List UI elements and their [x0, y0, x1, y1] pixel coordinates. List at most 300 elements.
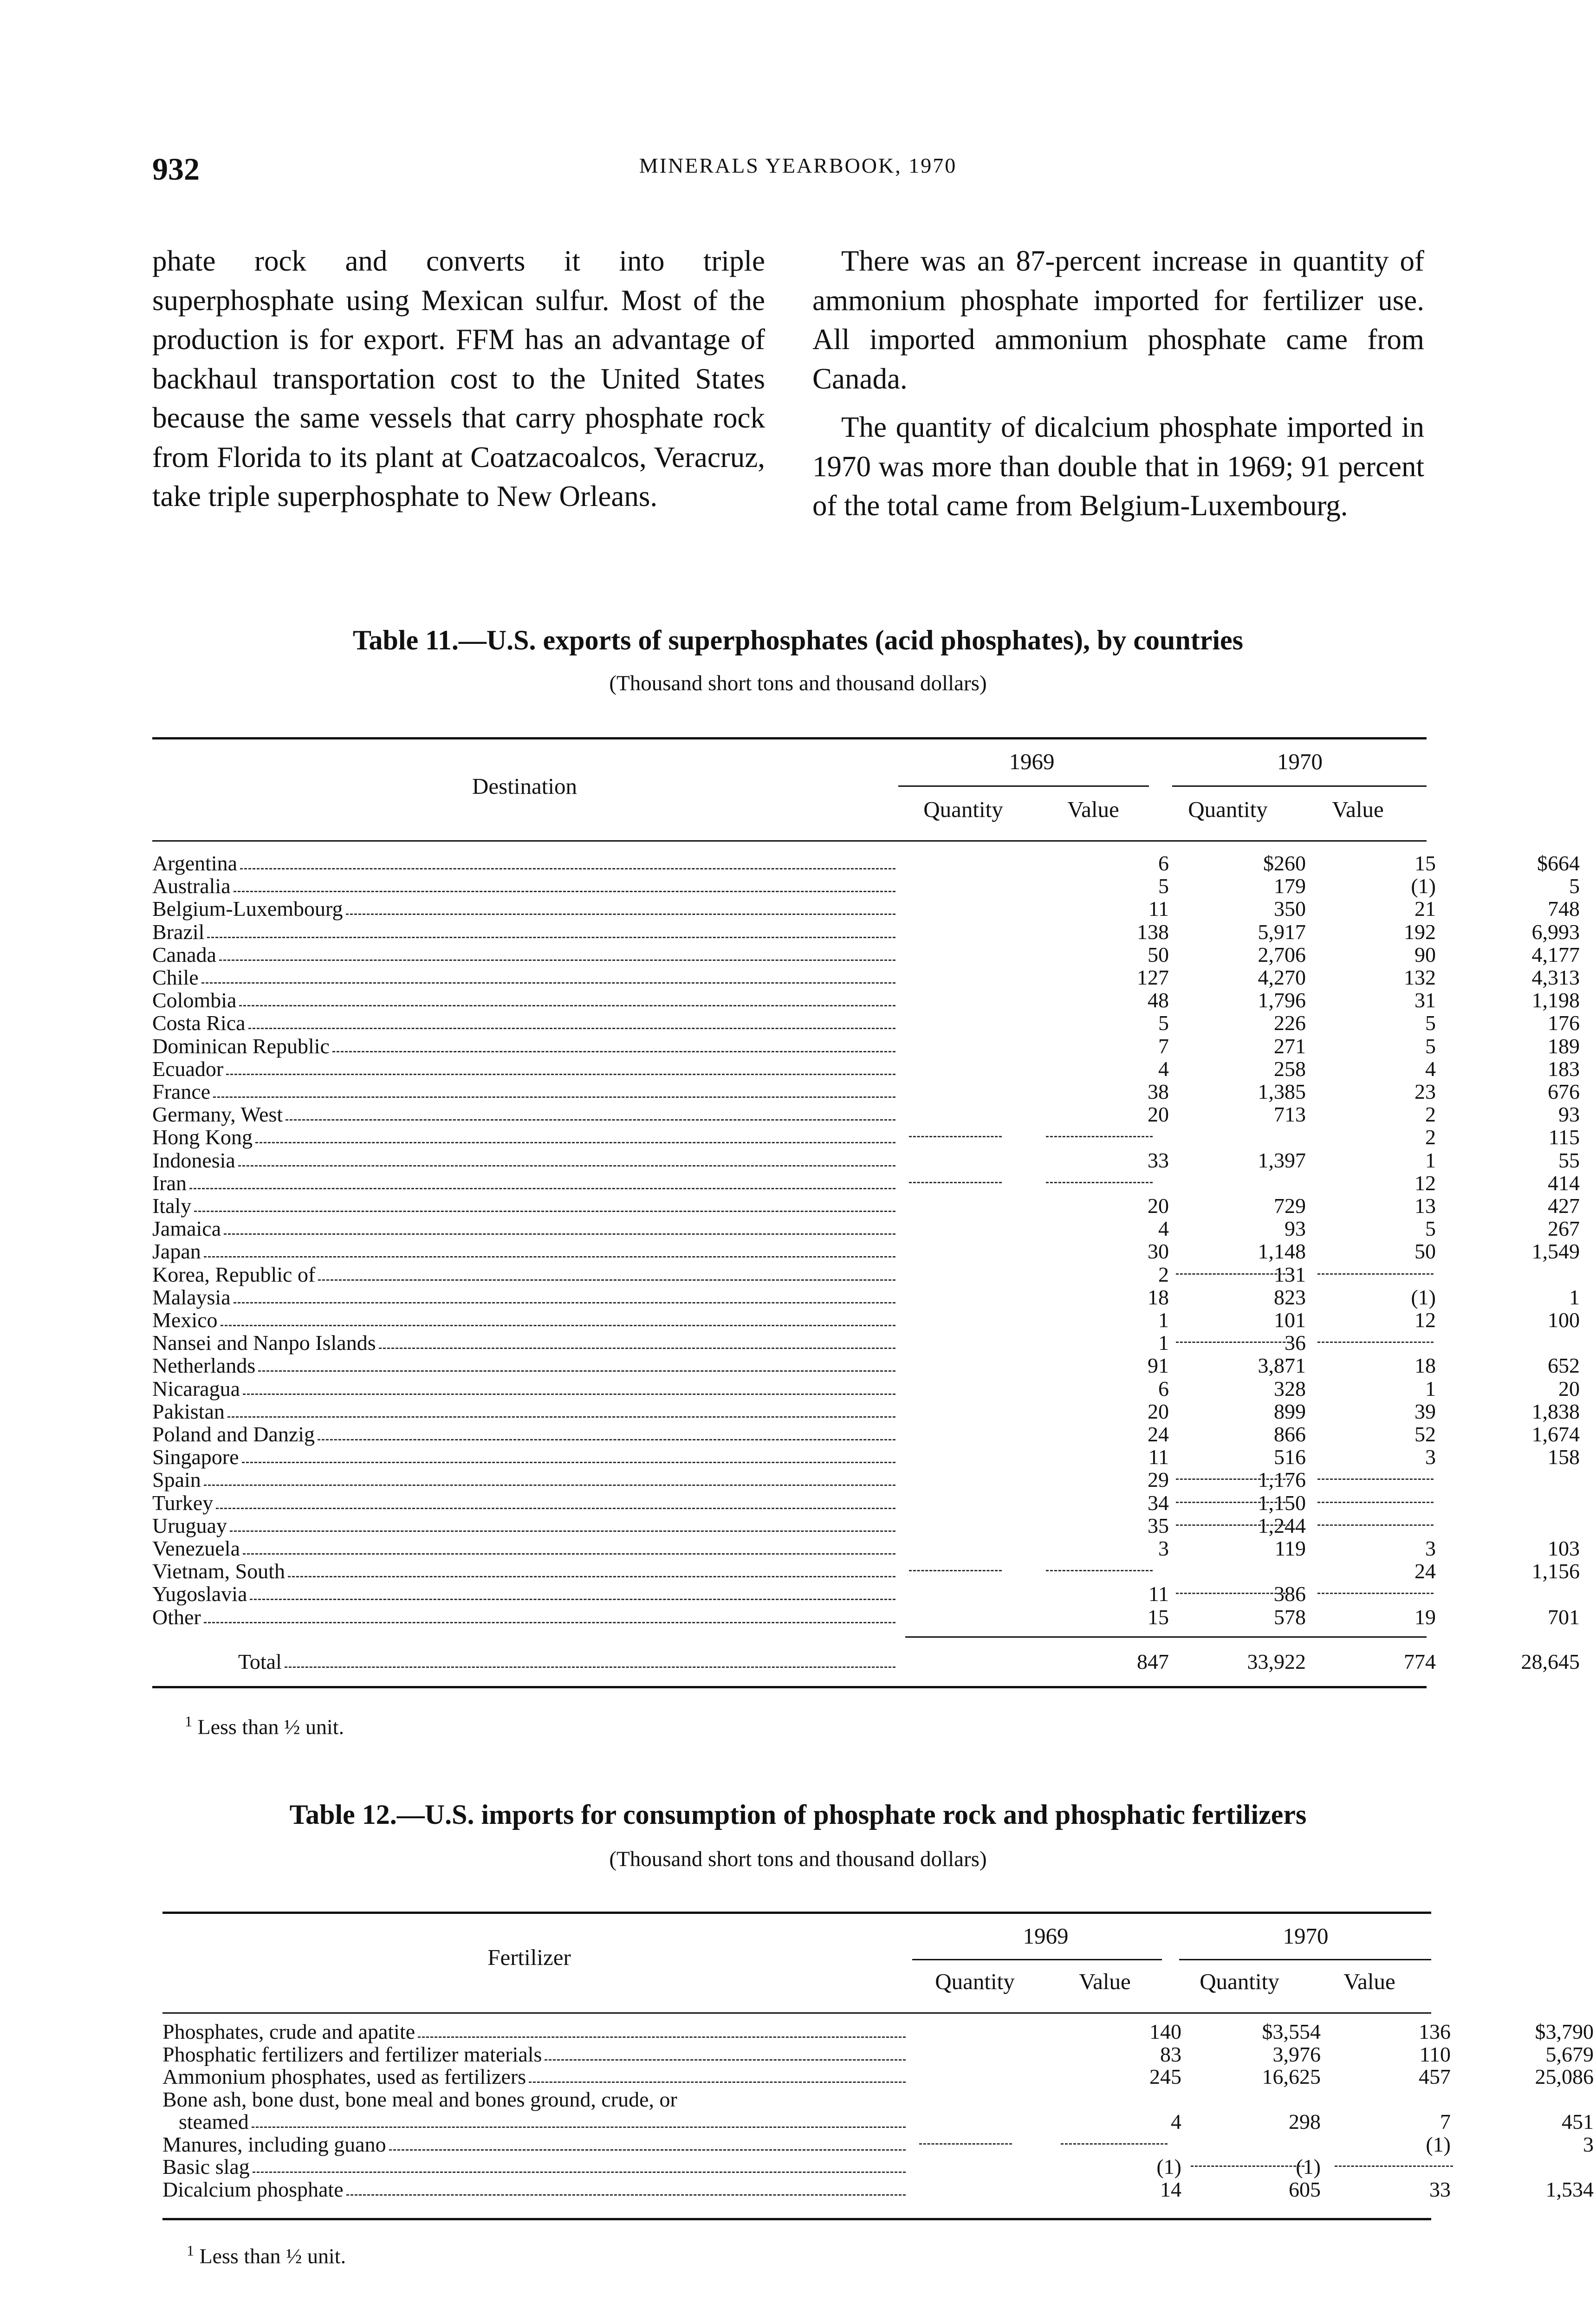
- table11-row: [152, 1422, 1580, 1446]
- table11-label: Italy: [152, 1194, 192, 1218]
- table11-row: [152, 920, 1580, 944]
- leader-dots: [201, 966, 895, 984]
- table12-row: [162, 2042, 1594, 2066]
- table11-q70: 12: [1414, 1308, 1436, 1332]
- table11-row: [152, 1445, 1580, 1469]
- table11-v70: 748: [1548, 897, 1580, 921]
- table11-label-cell: [152, 1217, 897, 1240]
- table11-q70: (1): [1411, 1285, 1436, 1309]
- table12-label: Ammonium phosphates, used as fertilizers: [162, 2065, 526, 2088]
- table12-v69-empty: [1061, 2143, 1168, 2145]
- table12-q70: 136: [1419, 2020, 1451, 2043]
- table12-label-cell: [162, 2178, 908, 2201]
- table11-row: [152, 1605, 1580, 1629]
- table11-qty69-header: Quantity: [923, 797, 1003, 822]
- table11-label-cell: [152, 1035, 897, 1058]
- running-title: MINERALS YEARBOOK, 1970: [639, 154, 957, 177]
- table12-label: Dicalcium phosphate: [162, 2178, 344, 2201]
- table11-row: [152, 1263, 1427, 1286]
- table11-label-cell: [152, 875, 897, 898]
- leader-dots: [318, 1423, 895, 1440]
- table12-v70: 25,086: [1535, 2065, 1594, 2088]
- leader-dots: [379, 1331, 895, 1349]
- table11-v69: 1,796: [1258, 988, 1306, 1012]
- table11-label: Pakistan: [152, 1400, 225, 1423]
- table12-v69: 298: [1289, 2110, 1321, 2133]
- table12-val70-header: Value: [1343, 1969, 1395, 1994]
- table12-v69: 3,976: [1272, 2042, 1321, 2066]
- table12-v69: 605: [1289, 2177, 1321, 2201]
- table11-v69: 1,148: [1258, 1239, 1306, 1264]
- table11-label: Turkey: [152, 1491, 214, 1515]
- table11-row: [152, 1582, 1427, 1606]
- table11-label-cell: [152, 1468, 897, 1491]
- table11-q70: 12: [1414, 1171, 1436, 1195]
- leader-dots: [204, 1240, 895, 1258]
- table11-label: Vietnam, South: [152, 1560, 285, 1583]
- table11-label-cell: [152, 1354, 897, 1377]
- table12-row: [162, 2110, 1594, 2133]
- table12-label-cell: [162, 2043, 908, 2066]
- table11-label-cell: [152, 1126, 897, 1149]
- table11-row: [152, 897, 1580, 921]
- table11-q70: 18: [1414, 1354, 1436, 1378]
- table11-v69: 823: [1274, 1285, 1306, 1309]
- table11-total-v69: 33,922: [1247, 1650, 1306, 1673]
- right-column: [812, 241, 1424, 525]
- table11-label: Ecuador: [152, 1057, 224, 1081]
- table11-label-cell: [152, 1103, 897, 1126]
- table11-label-cell: [152, 1286, 897, 1309]
- table11-label: Australia: [152, 875, 231, 898]
- table12-q69-empty: [919, 2143, 1012, 2145]
- table11-row: [152, 1239, 1580, 1264]
- table11-v69: 866: [1274, 1422, 1306, 1446]
- table11-q69: 11: [1148, 897, 1169, 921]
- table11-label-cell: [152, 1606, 897, 1629]
- table11-label-cell: [152, 1560, 897, 1583]
- table12-q70-empty: [1191, 2165, 1304, 2167]
- table12-year1: 1969: [1023, 1923, 1069, 1949]
- table12-fertilizer-header: Fertilizer: [487, 1945, 571, 1970]
- table11-q70: 5: [1425, 1034, 1436, 1058]
- table11-total-row: [152, 1650, 1580, 1673]
- leader-dots: [529, 2065, 906, 2083]
- table11-q70: 21: [1414, 897, 1436, 921]
- table12-bottom-rule: [162, 2218, 1431, 2220]
- table11-year1-rule: [898, 785, 1149, 787]
- table11-v69: 93: [1285, 1217, 1306, 1241]
- table11-label: Japan: [152, 1240, 201, 1264]
- table11-row: [152, 1125, 1580, 1149]
- table11-q69: 3: [1158, 1537, 1169, 1560]
- left-column: [152, 241, 765, 516]
- footnote-text: Less than ½ unit.: [197, 1715, 344, 1739]
- table11-label-cell: [152, 1377, 897, 1400]
- table11-v70: 6,993: [1531, 920, 1580, 944]
- table12-v69: (1): [1296, 2155, 1321, 2178]
- leader-dots: [545, 2043, 906, 2061]
- leader-dots: [189, 1172, 895, 1189]
- table11-label: Mexico: [152, 1309, 218, 1332]
- leader-dots: [240, 852, 895, 869]
- table12-top-rule: [162, 1912, 1431, 1914]
- table11-v70: 427: [1548, 1194, 1580, 1218]
- table11-row: [152, 1171, 1580, 1195]
- table11-q69: 20: [1148, 1399, 1169, 1423]
- table11-q70-empty: [1176, 1273, 1290, 1275]
- table12-q70: 110: [1419, 2042, 1451, 2066]
- table11-label: Netherlands: [152, 1354, 256, 1378]
- table11-v69: 258: [1274, 1057, 1306, 1081]
- table12-title: Table 12.—U.S. imports for consumption of phosphate rock and phosphatic fertilizers: [289, 1799, 1307, 1830]
- leader-dots: [234, 1286, 895, 1303]
- table11-q69: 6: [1158, 851, 1169, 875]
- leader-dots: [243, 1537, 895, 1555]
- table11-row: [152, 1102, 1580, 1127]
- table12-row: [162, 2177, 1594, 2201]
- table11-total-label-cell: [152, 1650, 897, 1673]
- table11-label-cell: [152, 1582, 897, 1606]
- leader-dots: [346, 897, 895, 915]
- table11-label: Jamaica: [152, 1217, 221, 1241]
- table11-v70: 701: [1548, 1605, 1580, 1629]
- table11-v70: 4,177: [1531, 942, 1580, 966]
- table11-label-cell: [152, 1537, 897, 1560]
- table11-subtitle: (Thousand short tons and thousand dollars): [609, 671, 987, 695]
- table11-year2-rule: [1172, 785, 1427, 787]
- leader-dots: [230, 1514, 895, 1532]
- table11-v70: 1,156: [1531, 1559, 1580, 1583]
- table12-q70: 33: [1429, 2177, 1451, 2201]
- table11-row: [152, 1354, 1580, 1378]
- table11-label-cell: [152, 1491, 897, 1515]
- table11-label: Chile: [152, 966, 199, 989]
- leader-dots: [332, 1035, 895, 1052]
- table11-v70: 5: [1569, 874, 1580, 898]
- table11-v70-empty: [1317, 1593, 1434, 1594]
- table11-label-cell: [152, 1057, 897, 1081]
- table11-v69: 516: [1274, 1445, 1306, 1469]
- table11-q70: 90: [1414, 942, 1436, 966]
- table11-row: [152, 1057, 1580, 1081]
- table11-label: Yugoslavia: [152, 1582, 247, 1606]
- table11-row: [152, 1399, 1580, 1423]
- table12-subtitle: (Thousand short tons and thousand dollars): [609, 1847, 987, 1871]
- table11-q70: 23: [1414, 1080, 1436, 1103]
- leader-dots: [285, 1650, 895, 1668]
- table11-v69: 2,706: [1258, 942, 1306, 966]
- table11-total-rule: [905, 1636, 1427, 1638]
- table11-label-cell: [152, 1331, 897, 1355]
- table11-label-cell: [152, 1080, 897, 1103]
- table11-v70-empty: [1317, 1502, 1434, 1503]
- table11-header-rule: [152, 840, 1427, 842]
- table11-label-cell: [152, 1194, 897, 1218]
- table12-q70: (1): [1426, 2132, 1451, 2156]
- table11-v70: 55: [1558, 1148, 1580, 1172]
- table11-q69: 11: [1148, 1582, 1169, 1606]
- table11-destination-header: Destination: [472, 773, 577, 799]
- table11-q70: 2: [1425, 1125, 1436, 1149]
- table11-v70: 103: [1548, 1537, 1580, 1560]
- table12-header-rule: [162, 2012, 1431, 2014]
- table12-v70-empty: [1335, 2165, 1453, 2167]
- table12-row: [162, 2132, 1594, 2156]
- leader-dots: [288, 1560, 895, 1577]
- table11-row: [152, 1217, 1580, 1241]
- leader-dots: [221, 1309, 895, 1326]
- table11-row: [152, 966, 1580, 989]
- leader-dots: [258, 1354, 895, 1372]
- table11-top-rule: [152, 737, 1427, 739]
- table11-q70: 13: [1414, 1194, 1436, 1218]
- leader-dots: [318, 1263, 895, 1281]
- right-paragraph-1: There was an 87-percent increase in quantity of ammonium phosphate imported for fertilizer use. All imported ammonium phosphate came from Canada.: [812, 245, 1424, 395]
- table11-q70: 19: [1414, 1605, 1436, 1629]
- table11-v70: 20: [1558, 1376, 1580, 1400]
- table11-v70: 158: [1548, 1445, 1580, 1469]
- table12-footnote: [187, 2242, 346, 2268]
- leader-dots: [204, 1468, 895, 1486]
- leader-dots: [224, 1217, 895, 1235]
- table11-label: Germany, West: [152, 1103, 283, 1127]
- table11-label-cell: [152, 1423, 897, 1446]
- table11-row: [152, 1148, 1580, 1172]
- table11-v69: 350: [1274, 897, 1306, 921]
- table11-v70: 4,313: [1531, 966, 1580, 989]
- table11-label: Nicaragua: [152, 1377, 240, 1400]
- table11-label-cell: [152, 852, 897, 875]
- table12-v70: 3: [1583, 2132, 1594, 2156]
- table11-q70: 5: [1425, 1217, 1436, 1241]
- table12-label: Basic slag: [162, 2155, 250, 2178]
- table11-row: [152, 1194, 1580, 1218]
- table11-year1: 1969: [1009, 749, 1055, 774]
- table11-v69: 101: [1274, 1308, 1306, 1332]
- table12-q70: 457: [1419, 2065, 1451, 2088]
- table11-v69: 179: [1274, 874, 1306, 898]
- table11-v69: 386: [1274, 1582, 1306, 1606]
- table11-v70-empty: [1317, 1273, 1434, 1275]
- table12-q70: 7: [1440, 2110, 1451, 2133]
- table11-q69: 11: [1148, 1445, 1169, 1469]
- table11-q70: 3: [1425, 1537, 1436, 1560]
- table11-v70: 183: [1548, 1057, 1580, 1081]
- leader-dots: [216, 1491, 895, 1509]
- table11-v70: 93: [1558, 1102, 1580, 1127]
- leader-dots: [194, 1194, 895, 1212]
- table11-v69: 5,917: [1258, 920, 1306, 944]
- table11-label-cell: [152, 1011, 897, 1035]
- table12-label: Phosphatic fertilizers and fertilizer materials: [162, 2042, 542, 2066]
- table11-label: Argentina: [152, 852, 238, 875]
- table11-label: Nansei and Nanpo Islands: [152, 1331, 376, 1355]
- table11-bottom-rule: [152, 1686, 1427, 1688]
- table11-q70: 4: [1425, 1057, 1436, 1081]
- table11-v69: 36: [1285, 1331, 1306, 1355]
- table11-v70: 652: [1548, 1354, 1580, 1378]
- leader-dots: [253, 2155, 906, 2173]
- table11-label-cell: [152, 989, 897, 1012]
- table11-q69: 5: [1158, 1011, 1169, 1035]
- leader-dots: [239, 989, 895, 1006]
- table11-q70: 24: [1414, 1559, 1436, 1583]
- table11-row: [152, 1308, 1580, 1332]
- table11-q69: 15: [1148, 1605, 1169, 1629]
- table11-label-cell: [152, 1309, 897, 1332]
- table11-q69: 20: [1148, 1194, 1169, 1218]
- table11-label: Korea, Republic of: [152, 1263, 316, 1286]
- table11-label-cell: [152, 1149, 897, 1172]
- leader-dots: [234, 875, 895, 892]
- table11-v69-empty: [1046, 1182, 1153, 1183]
- table12-label-cell: [162, 2110, 908, 2133]
- table11-q70-empty: [1176, 1524, 1290, 1526]
- table11-label: Canada: [152, 943, 216, 966]
- table11-label: Uruguay: [152, 1514, 227, 1537]
- table11-row: [152, 1376, 1580, 1400]
- table11-v69: 3,871: [1258, 1354, 1306, 1378]
- table11-q70: 1: [1425, 1376, 1436, 1400]
- table11-label-cell: [152, 966, 897, 989]
- table12-qty70-header: Quantity: [1200, 1969, 1279, 1994]
- table11-label-cell: [152, 1172, 897, 1195]
- table12-q69: (1): [1156, 2155, 1181, 2178]
- table12-q69: 14: [1160, 2177, 1181, 2201]
- table11-label-cell: [152, 1514, 897, 1537]
- table11-row: [152, 1468, 1427, 1491]
- table11-q69: 24: [1148, 1422, 1169, 1446]
- table11-label: Indonesia: [152, 1148, 235, 1172]
- table11-q69: 29: [1148, 1468, 1169, 1492]
- leader-dots: [243, 1377, 895, 1395]
- table11-v69-empty: [1046, 1570, 1153, 1571]
- table11-row: [152, 988, 1580, 1012]
- table11-label: Belgium-Luxembourg: [152, 897, 343, 921]
- table11-v70: 1,198: [1531, 988, 1580, 1012]
- table11-v69: 1,176: [1258, 1468, 1306, 1492]
- table11-q69: 7: [1158, 1034, 1169, 1058]
- leader-dots: [248, 1011, 895, 1029]
- footnote-mark: 1: [185, 1713, 192, 1730]
- table12-label: Bone ash, bone dust, bone meal and bones ground, crude, or: [162, 2088, 677, 2111]
- table11-q70: 31: [1414, 988, 1436, 1012]
- table11-q70-empty: [1176, 1593, 1290, 1594]
- table11-v70: 414: [1548, 1171, 1580, 1195]
- leader-dots: [285, 1103, 895, 1121]
- table11-total-label: Total: [238, 1650, 282, 1673]
- table11-row: [152, 1331, 1427, 1355]
- table11-q69-empty: [909, 1570, 1002, 1571]
- leader-dots: [250, 1582, 895, 1600]
- table11-v70: 676: [1548, 1080, 1580, 1103]
- table11-v70-empty: [1317, 1524, 1434, 1526]
- table11-v70: 1: [1569, 1285, 1580, 1309]
- table11-row: [152, 1559, 1580, 1583]
- page-number: 932: [152, 151, 200, 187]
- leader-dots: [226, 1057, 895, 1075]
- table11-row: [152, 942, 1580, 966]
- table11-total-v70: 28,645: [1521, 1650, 1580, 1673]
- table11-label-cell: [152, 943, 897, 966]
- table11-label: Costa Rica: [152, 1011, 246, 1035]
- table11-q69: 20: [1148, 1102, 1169, 1127]
- table11-footnote: [185, 1713, 344, 1739]
- table11-label: Dominican Republic: [152, 1034, 330, 1058]
- table11-q69: 1: [1158, 1308, 1169, 1332]
- table11-q70: 132: [1404, 966, 1436, 989]
- table12-q69: 245: [1149, 2065, 1181, 2088]
- table11-q69: 35: [1148, 1513, 1169, 1537]
- leader-dots: [219, 943, 895, 961]
- table11-val70-header: Value: [1332, 797, 1384, 822]
- footnote-mark: 1: [187, 2242, 194, 2259]
- table11-v69: 1,397: [1258, 1148, 1306, 1172]
- table11-q70: 15: [1414, 851, 1436, 875]
- table11-label: Malaysia: [152, 1285, 231, 1309]
- table11-q70: 192: [1404, 920, 1436, 944]
- table11-total-q70: 774: [1404, 1650, 1436, 1673]
- table11-row: [152, 851, 1580, 875]
- leader-dots: [207, 921, 895, 938]
- table11-row: [152, 1491, 1427, 1515]
- table11-label: Colombia: [152, 989, 237, 1012]
- table11-label: Spain: [152, 1468, 201, 1492]
- left-paragraph: phate rock and converts it into triple superphosphate using Mexican sulfur. Most of the production is for export. FFM has an advantage of backhaul transportation cost to the United States because the same vessels that carry phosphate rock from Florida to its plant at Coatzacoalcos, Veracruz, take triple superphosphate to New Orleans.: [152, 245, 765, 512]
- table11-q70-empty: [1176, 1342, 1290, 1343]
- table11-q70: 50: [1414, 1239, 1436, 1264]
- table12-row: [162, 2088, 1431, 2111]
- leader-dots: [242, 1446, 895, 1463]
- leader-dots: [389, 2133, 906, 2151]
- table11-label: Poland and Danzig: [152, 1423, 315, 1446]
- leader-dots: [255, 1126, 895, 1143]
- table11-v69: 4,270: [1258, 966, 1306, 989]
- table11-v70-empty: [1317, 1342, 1434, 1343]
- table11-title: Table 11.—U.S. exports of superphosphates (acid phosphates), by countries: [352, 625, 1244, 655]
- table11-label: Brazil: [152, 920, 205, 944]
- table12-v69: 16,625: [1262, 2065, 1321, 2088]
- table11-q69-empty: [909, 1182, 1002, 1183]
- table11-q70: 2: [1425, 1102, 1436, 1127]
- table11-year2: 1970: [1277, 749, 1323, 774]
- table11-v70: 176: [1548, 1011, 1580, 1035]
- table11-label: Singapore: [152, 1446, 239, 1469]
- table11-v69: 271: [1274, 1034, 1306, 1058]
- table11-q69: 50: [1148, 942, 1169, 966]
- table11-v69: 713: [1274, 1102, 1306, 1127]
- table12-row: [162, 2065, 1594, 2088]
- table11-q69: 38: [1148, 1080, 1169, 1103]
- table11-q70: 52: [1414, 1422, 1436, 1446]
- table11-label-cell: [152, 1263, 897, 1286]
- table12-v70: 1,534: [1545, 2177, 1594, 2201]
- table12-row: [162, 2155, 1431, 2178]
- table11-row: [152, 1011, 1580, 1035]
- table12-year2: 1970: [1283, 1923, 1329, 1949]
- table11-q69: 2: [1158, 1262, 1169, 1286]
- table11-q69-empty: [909, 1136, 1002, 1137]
- table12-label-cell: [162, 2065, 908, 2088]
- table11-row: [152, 1537, 1580, 1560]
- table12-label-cell: [162, 2133, 908, 2156]
- table11-q69: 6: [1158, 1376, 1169, 1400]
- table11-qty70-header: Quantity: [1188, 797, 1268, 822]
- table11-total-q69: 847: [1137, 1650, 1169, 1673]
- right-paragraph-2: The quantity of dicalcium phosphate imported in 1970 was more than double that in 1969; 91 percent of the total came from Belgium-Luxembourg.: [812, 411, 1424, 522]
- table11-row: [152, 1285, 1580, 1309]
